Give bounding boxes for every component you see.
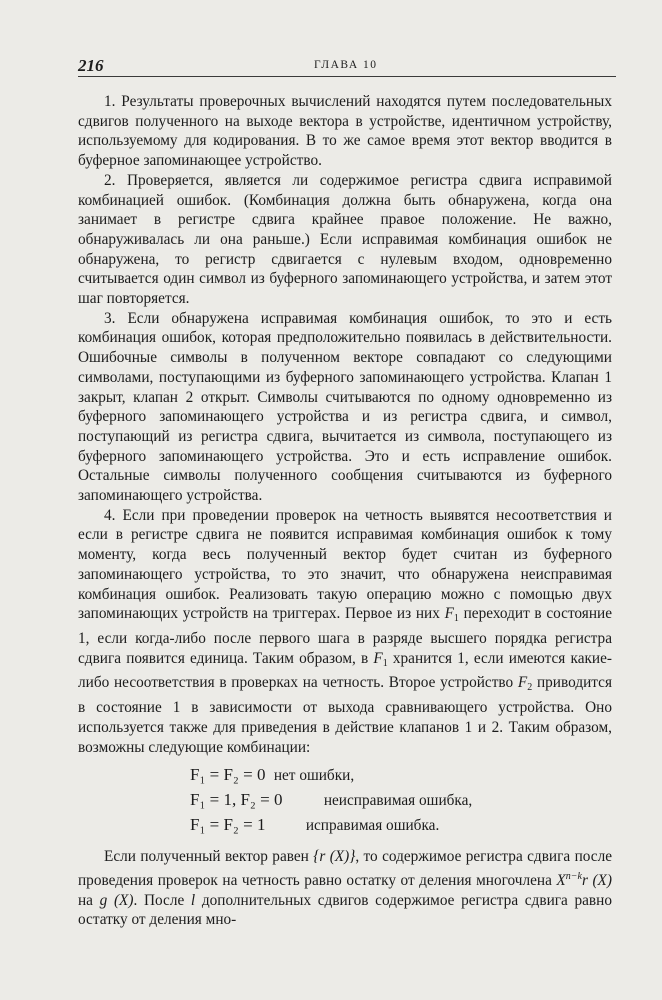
var-f1b: F bbox=[373, 649, 383, 667]
sub-1b: 1 bbox=[382, 657, 388, 669]
page-header bbox=[78, 56, 616, 78]
formula-expression: F₁ = F₂ = 0 bbox=[190, 765, 266, 785]
expr-rx: {r (X)} bbox=[313, 848, 356, 866]
p4-text-4: приводится в состояние 1 в зависимости от выхода сравнивающего устройства. Оно используется также для приведения в действие клапанов 1 и 2. Таким образом, возможны следующие комбинации: bbox=[78, 674, 612, 756]
paragraph-3: 3. Если обнаружена исправимая комбинация ошибок, то это и есть комбинация ошибок, которая предположительно появилась в действительности. Ошибочные символы в полученном векторе совпадают со следующими символами, поступающими из буферного запоминающего устройства. Клапан 1 закрыт, клапан 2 открыт. Символы считываются по одному одновременно из буферного запоминающего устройства и из регистра сдвига, и символ, поступающий из регистра сдвига, вычитается из символа, поступающего из буферного запоминающего устройства. Это и есть исправление ошибок. Остальные символы полученного сообщения считываются из буферного запоминающего устройства. bbox=[78, 309, 612, 505]
sub-1: 1 bbox=[453, 613, 459, 625]
formula-row bbox=[190, 787, 612, 812]
page-number: 216 bbox=[78, 56, 104, 75]
formula-meaning: нет ошибки, bbox=[273, 767, 355, 785]
expr-r-x: r (X) bbox=[581, 872, 612, 889]
var-f1: F bbox=[444, 605, 454, 623]
formula-expression: F₁ = F₂ = 1 bbox=[190, 815, 266, 835]
p5-text-1: Если полученный вектор равен bbox=[104, 848, 314, 866]
formula-expression: F₁ = 1, F₂ = 0 bbox=[190, 790, 283, 810]
formula-row bbox=[190, 812, 612, 837]
formula-meaning: неисправимая ошибка, bbox=[323, 792, 473, 810]
p5-text-4: . После bbox=[133, 891, 191, 909]
var-f2: F bbox=[517, 674, 528, 692]
formula-block bbox=[190, 762, 612, 837]
sub-2: 2 bbox=[527, 682, 533, 694]
p4-text-3: хранится 1, если имеются какие-либо несоответствия в проверках на четность. Второе устройство bbox=[78, 649, 612, 692]
p4-text-1: 4. Если при проведении проверок на четность выявятся несоответствия и если в регистре сдвига не появится исправимая комбинация ошибок к тому моменту, когда весь полученный вектор будет считан из буферного запоминающего устройства, то это значит, что обнаружена неисправимая комбинация ошибок. Реализовать такую операцию можно с помощью двух запоминающих устройств на триггерах. Первое из них bbox=[78, 506, 612, 623]
var-x: X bbox=[556, 872, 566, 889]
p5-text-2: , то содержимое регистра сдвига после проведения проверок на четность равно остатку от деления многочлена bbox=[78, 848, 612, 889]
exponent-n-k: n−k bbox=[565, 870, 582, 882]
expr-g-x: g (X) bbox=[99, 891, 134, 909]
formula-meaning: исправимая ошибка. bbox=[305, 817, 440, 835]
formula-row bbox=[190, 762, 612, 787]
running-title: ГЛАВА 10 bbox=[314, 59, 378, 71]
p4-text-2: переходит в состояние 1, если когда-либо после первого шага в разряде высшего порядка регистра сдвига появится единица. Таким образом, в bbox=[78, 605, 612, 667]
paragraph-5 bbox=[78, 847, 612, 930]
header-rule bbox=[78, 76, 616, 77]
paragraph-2: 2. Проверяется, является ли содержимое регистра сдвига исправимой комбинацией ошибок. (Комбинация должна быть обнаружена, когда она занимает в регистре сдвига крайнее правое положение. Не важно, обнаруживалась ли она раньше.) Если исправимая комбинация ошибок не обнаружена, то регистр сдвигается с нулевым входом, одновременно считывается один символ из буферного запоминающего устройства, и затем этот шаг повторяется. bbox=[78, 171, 612, 308]
p5-text-3: на bbox=[78, 891, 100, 909]
paragraph-4 bbox=[78, 506, 612, 757]
p5-text-5: дополнительных сдвигов содержимое регистра сдвига равно остатку от деления мно- bbox=[78, 891, 612, 929]
body-text bbox=[78, 92, 612, 930]
var-l: l bbox=[190, 891, 196, 909]
paragraph-1: 1. Результаты проверочных вычислений находятся путем последовательных сдвигов полученного на выходе вектора в устройстве, идентичном устройству, используемому для кодирования. В то же самое время этот вектор вводится в буферное запоминающее устройство. bbox=[78, 93, 612, 170]
